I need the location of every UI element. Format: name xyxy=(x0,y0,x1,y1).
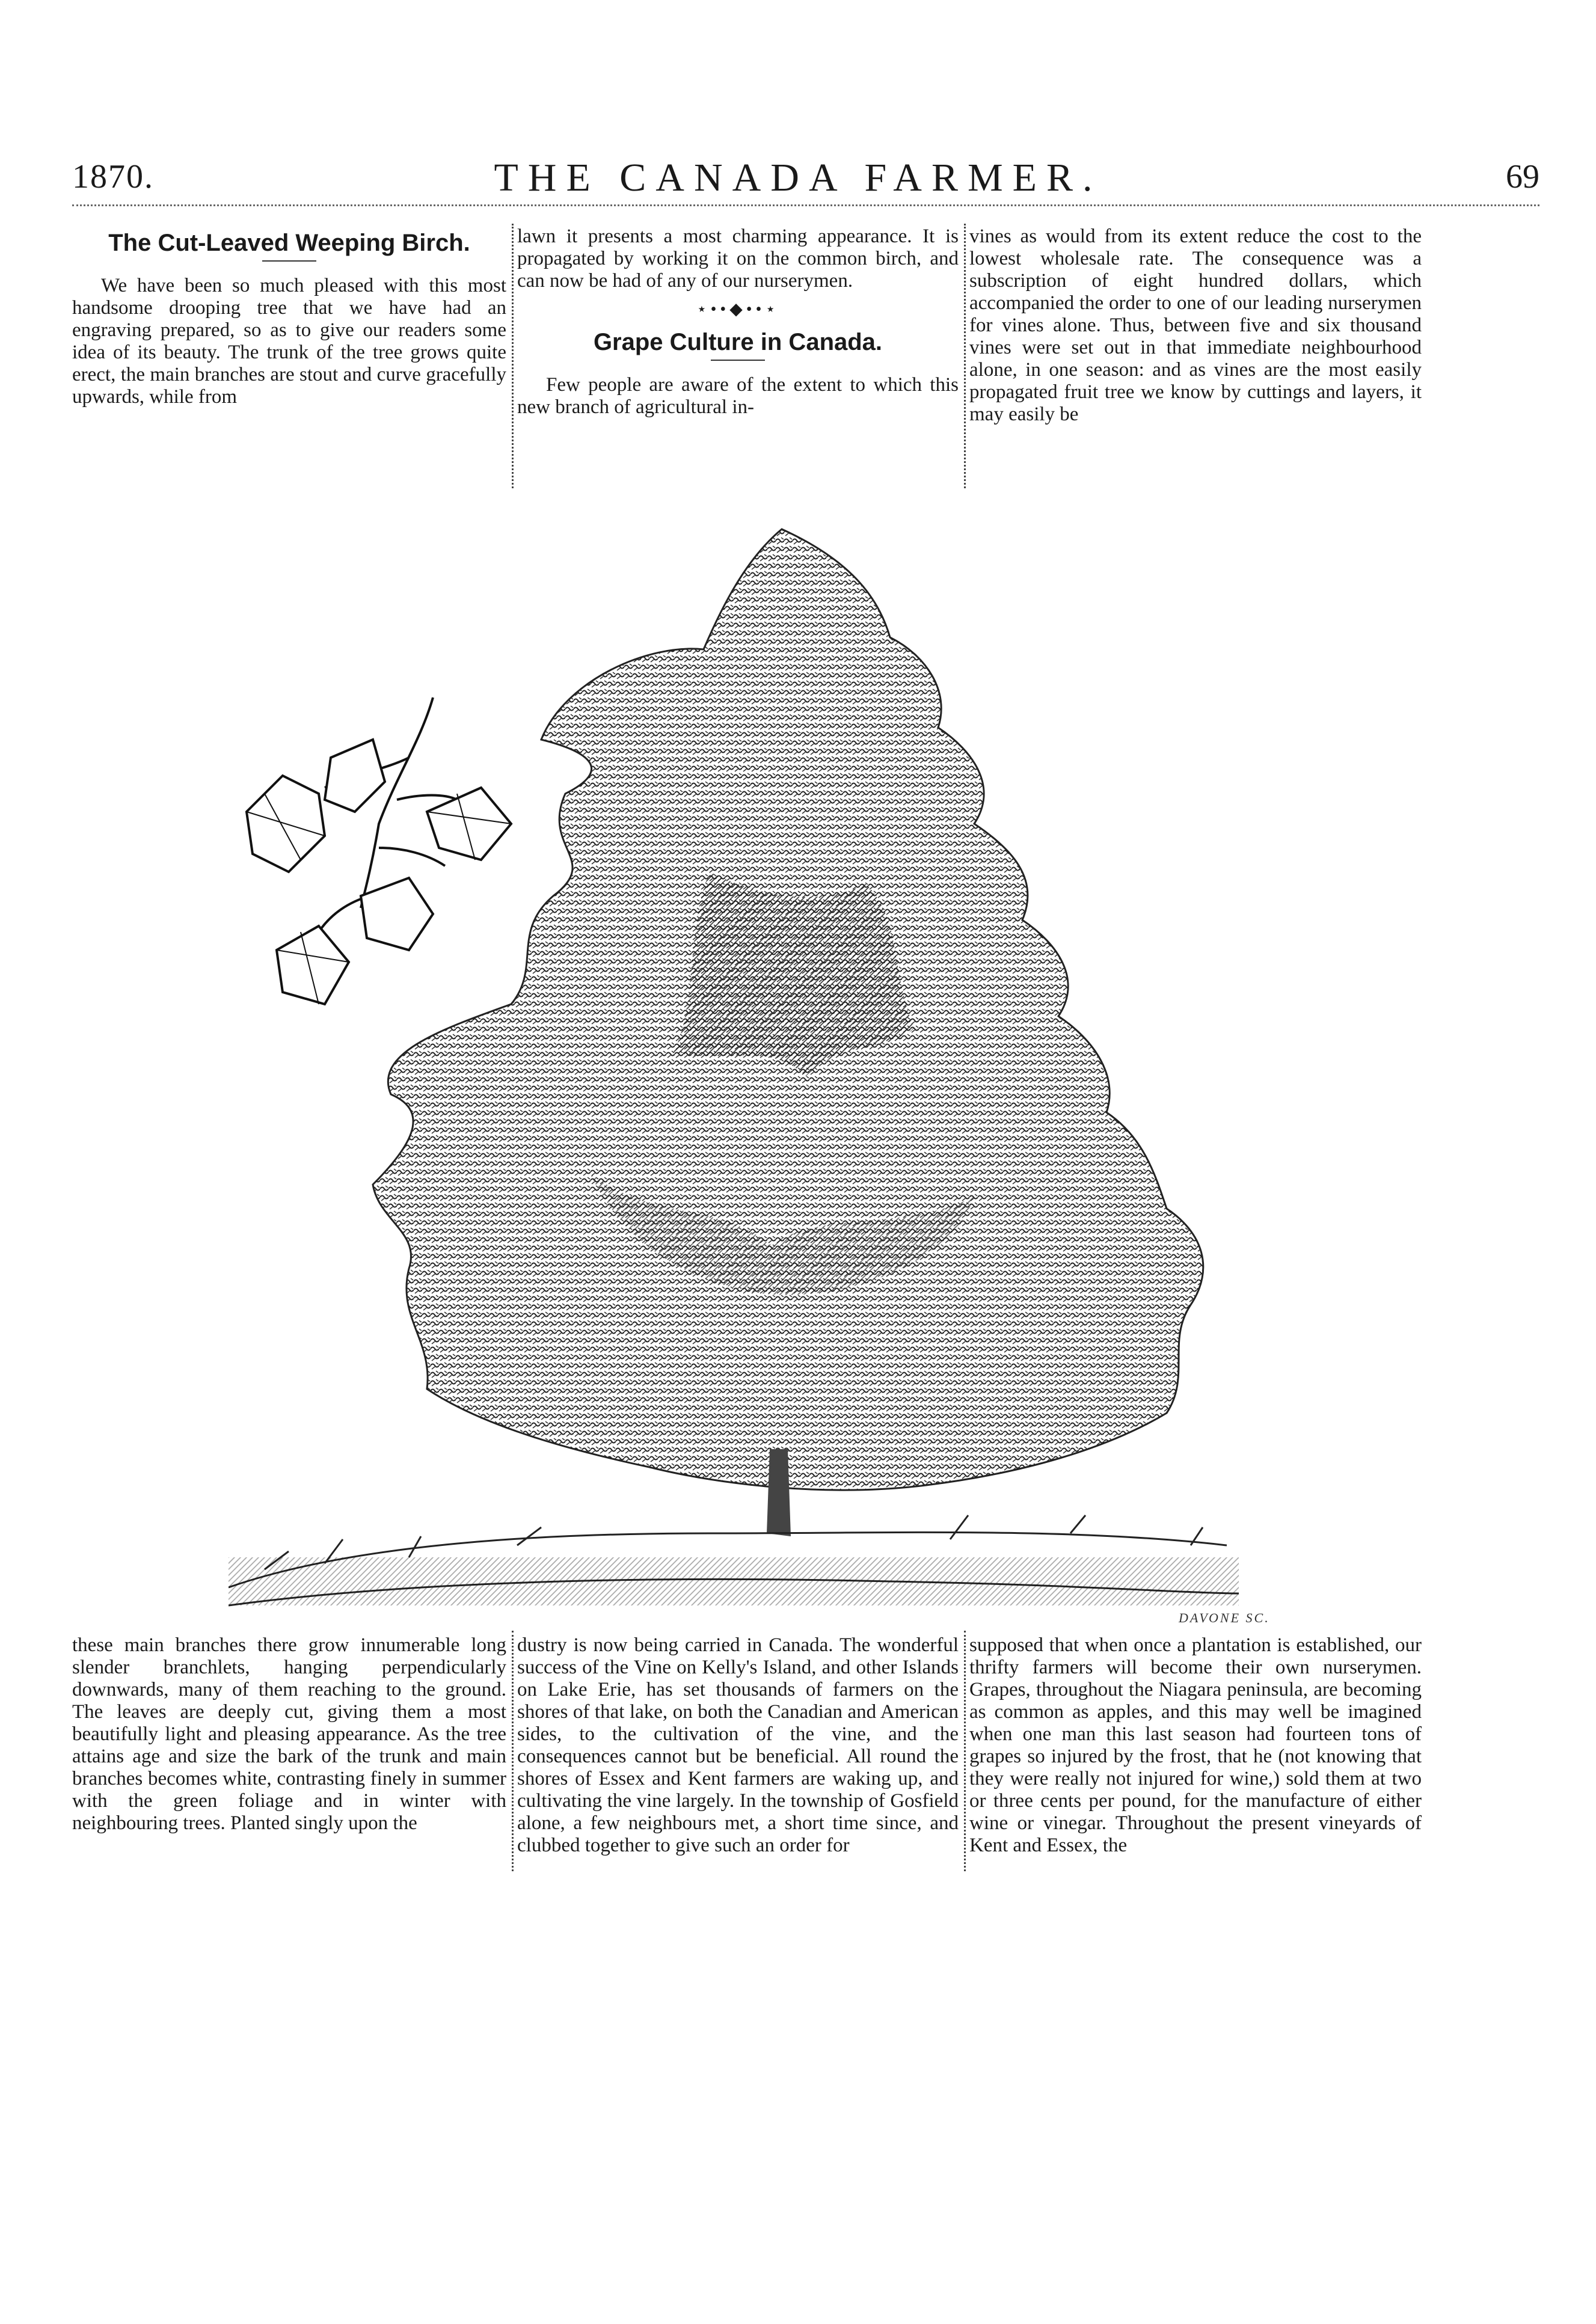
header-year: 1870. xyxy=(72,158,154,195)
article-heading-birch: The Cut-Leaved Weeping Birch. xyxy=(108,230,470,256)
heading-rule xyxy=(262,260,316,262)
tree-canopy xyxy=(373,529,1203,1490)
column-2-bottom xyxy=(517,1634,959,1857)
heading-rule xyxy=(711,360,765,361)
article-heading-grape: Grape Culture in Canada. xyxy=(593,329,883,355)
column-rule xyxy=(964,1631,966,1871)
column-2-top xyxy=(517,225,959,419)
article-paragraph: dustry is now being carried in Canada. The wonderful success of the Vine on Kelly's Island, and other Islands on Lake Erie, has set thousands of farmers on the shores of that lake, on both the Canadian and American sides, to the cultivation of the vine, and the consequences cannot but be beneficial. All round the shores of Essex and Kent farmers are waking up, and cultivating the vine largely. In the township of Gosfield alone, a few neighbours met, a short time since, and clubbed together to give such an order for xyxy=(517,1634,959,1856)
article-paragraph: lawn it presents a most charming appearance. It is propagated by working it on the common birch, and can now be had of any of our nurserymen. xyxy=(517,225,959,292)
section-ornament: ⋆••◆••⋆ xyxy=(696,300,779,319)
article-paragraph: supposed that when once a plantation is established, our thrifty farmers will become their own nurserymen. Grapes, throughout the Niagara peninsula, are becoming as common as apples, and this may well be imagined when one man this last season had fourteen tons of grapes so injured by the frost, that he (not knowing that they were really not injured for wine,) sold them at two or three cents per pound, for the manufacture of either wine or vinegar. Throughout the present vineyards of Kent and Essex, the xyxy=(969,1634,1422,1856)
article-paragraph: vines as would from its extent reduce the cost to the lowest wholesale rate. The consequence was a subscription of eight hundred dollars, which accompanied the order to one of our leading nurserymen for vines alone. Thus, between five and six thousand vines were set out in that immediate neighbourhood alone, in one season: and as vines are the most easily propagated fruit tree we know by cuttings and layers, it may easily be xyxy=(969,225,1422,425)
column-rule xyxy=(512,224,514,488)
column-3-top xyxy=(969,225,1422,426)
column-1-bottom xyxy=(72,1634,506,1835)
article-paragraph: Few people are aware of the extent to which this new branch of agricultural in- xyxy=(517,374,959,418)
weeping-birch-engraving xyxy=(229,511,1431,1630)
column-3-bottom xyxy=(969,1634,1422,1857)
masthead-title: THE CANADA FARMER. xyxy=(494,156,1102,200)
tree-trunk xyxy=(767,1449,791,1536)
column-rule xyxy=(512,1631,514,1871)
page-number: 69 xyxy=(1506,158,1539,195)
article-paragraph: We have been so much pleased with this most handsome drooping tree that we have had an engraving prepared, so as to give our readers some idea of its beauty. The trunk of the tree grows quite erect, the main branches are stout and curve gracefully upwards, while from xyxy=(72,275,506,408)
column-1-top xyxy=(72,228,506,408)
engraver-signature: DAVONE SC. xyxy=(1179,1610,1270,1625)
column-rule xyxy=(964,224,966,488)
header-rule xyxy=(72,204,1539,206)
leaf-branch-detail xyxy=(247,698,511,1004)
article-paragraph: these main branches there grow innumerable long slender branchlets, hanging perpendicularly downwards, many of them reaching to the ground. The leaves are deeply cut, giving them a most beautifully light and pleasing appearance. As the tree attains age and size the bark of the trunk and main branches becomes white, contrasting finely in summer with the green foliage and in winter with neighbouring trees. Planted singly upon the xyxy=(72,1634,506,1834)
